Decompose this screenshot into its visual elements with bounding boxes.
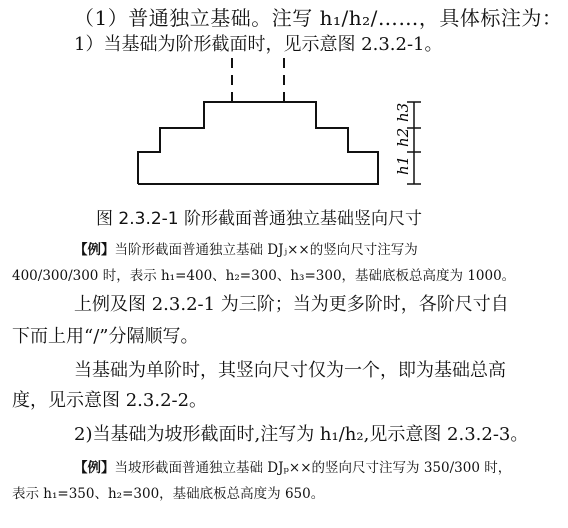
example-2-line-2: 表示 h₁=350、h₂=300，基础底板总高度为 650。 (12, 486, 325, 502)
paragraph-3: 2)当基础为坡形截面时,注写为 h₁/h₂,见示意图 2.3.2-3。 (74, 424, 529, 445)
example-2-line-1 (74, 456, 511, 476)
example-1-line-2: 400/300/300 时，表示 h₁=400、h₂=300、h₃=300，基础底板总高度为 1000。 (12, 268, 516, 284)
dim-label-h1: h1 (394, 155, 412, 175)
figure-caption: 图 2.3.2-1 阶形截面普通独立基础竖向尺寸 (96, 209, 423, 229)
stepped-foundation-diagram (100, 52, 440, 192)
paragraph-1-line-2: 下而上用“/”分隔顺写。 (12, 326, 199, 347)
paragraph-2-line-2: 度，见示意图 2.3.2-2。 (12, 390, 208, 411)
paragraph-2-line-1: 当基础为单阶时，其竖向尺寸仅为一个，即为基础总高 (74, 360, 506, 381)
foundation-outline (138, 102, 378, 184)
section-heading: （1）普通独立基础。注写 h₁/h₂/……，具体标注为： (74, 6, 563, 30)
example-1-text-1: 当阶形截面普通独立基础 DJⱼ××的竖向尺寸注写为 (114, 242, 418, 258)
example-tag: 【例】 (74, 242, 115, 258)
example-1-line-1 (74, 238, 418, 258)
example-2-text-1: 当坡形截面普通独立基础 DJₚ××的竖向尺寸注写为 350/300 时， (114, 460, 512, 476)
dim-label-h2: h2 (394, 127, 412, 147)
dim-label-h3: h3 (394, 102, 412, 122)
item-1-text: 1）当基础为阶形截面时，见示意图 2.3.2-1。 (74, 34, 443, 55)
paragraph-1-line-1: 上例及图 2.3.2-1 为三阶；当为更多阶时，各阶尺寸自 (74, 294, 509, 315)
example-tag: 【例】 (74, 460, 115, 476)
